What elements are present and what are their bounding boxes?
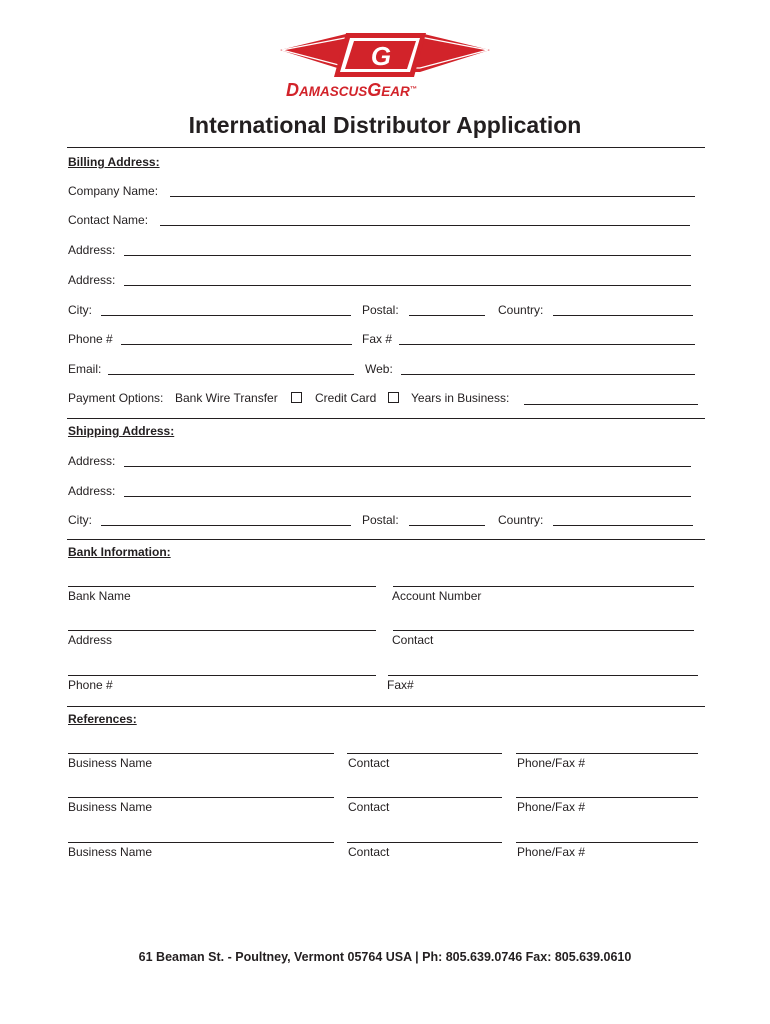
shipping-address-2-label: Address: [68, 484, 116, 498]
reference-3-business-label: Business Name [68, 845, 153, 859]
reference-2-phone-fax-label: Phone/Fax # [517, 800, 586, 814]
reference-1-phone-fax-label: Phone/Fax # [517, 756, 586, 770]
reference-1-phone-fax-field[interactable] [516, 753, 698, 754]
shipping-address-1-field[interactable] [124, 466, 691, 467]
shipping-country-field[interactable] [553, 525, 693, 526]
billing-postal-label: Postal: [362, 303, 399, 317]
shipping-country-label: Country: [498, 513, 544, 527]
billing-postal-field[interactable] [409, 315, 485, 316]
references-heading: References: [68, 712, 137, 726]
company-name-label: Company Name: [68, 184, 159, 198]
billing-address-1-field[interactable] [124, 255, 691, 256]
reference-2-contact-field[interactable] [347, 797, 502, 798]
bank-phone-field[interactable] [68, 675, 376, 676]
reference-2-business-label: Business Name [68, 800, 153, 814]
billing-city-field[interactable] [101, 315, 351, 316]
billing-divider [67, 418, 705, 419]
shipping-postal-field[interactable] [409, 525, 485, 526]
shipping-city-field[interactable] [101, 525, 351, 526]
bank-wire-label: Bank Wire Transfer [175, 391, 278, 405]
years-in-business-label: Years in Business: [411, 391, 510, 405]
bank-contact-field[interactable] [393, 630, 694, 631]
reference-3-contact-field[interactable] [347, 842, 502, 843]
bank-heading: Bank Information: [68, 545, 171, 559]
shipping-postal-label: Postal: [362, 513, 399, 527]
web-label: Web: [365, 362, 393, 376]
reference-2-phone-fax-field[interactable] [516, 797, 698, 798]
contact-name-label: Contact Name: [68, 213, 149, 227]
title-rule [67, 147, 705, 148]
billing-phone-label: Phone # [68, 332, 113, 346]
bank-divider [67, 706, 705, 707]
payment-options-label: Payment Options: [68, 391, 164, 405]
shipping-divider [67, 539, 705, 540]
billing-country-field[interactable] [553, 315, 693, 316]
bank-name-field[interactable] [68, 586, 376, 587]
contact-name-field[interactable] [160, 225, 690, 226]
logo-mark-icon [280, 28, 490, 80]
reference-3-business-field[interactable] [68, 842, 334, 843]
account-number-label: Account Number [392, 589, 482, 603]
shipping-address-2-field[interactable] [124, 496, 691, 497]
reference-1-contact-field[interactable] [347, 753, 502, 754]
billing-address-1-label: Address: [68, 243, 116, 257]
reference-3-phone-fax-field[interactable] [516, 842, 698, 843]
shipping-heading: Shipping Address: [68, 424, 175, 438]
credit-card-label: Credit Card [315, 391, 377, 405]
page-title: International Distributor Application [188, 112, 582, 138]
email-label: Email: [68, 362, 102, 376]
credit-card-checkbox[interactable] [388, 392, 399, 403]
bank-fax-field[interactable] [388, 675, 698, 676]
footer-address: 61 Beaman St. - Poultney, Vermont 05764 USA | Ph: 805.639.0746 Fax: 805.639.0610 [138, 950, 632, 964]
billing-heading: Billing Address: [68, 155, 160, 169]
account-number-field[interactable] [393, 586, 694, 587]
reference-1-contact-label: Contact [348, 756, 390, 770]
reference-1-business-label: Business Name [68, 756, 153, 770]
billing-address-2-label: Address: [68, 273, 116, 287]
logo-mark-letter: G [370, 41, 392, 71]
billing-country-label: Country: [498, 303, 544, 317]
bank-address-field[interactable] [68, 630, 376, 631]
reference-3-phone-fax-label: Phone/Fax # [517, 845, 586, 859]
shipping-address-1-label: Address: [68, 454, 116, 468]
bank-address-label: Address [68, 633, 113, 647]
billing-city-label: City: [68, 303, 92, 317]
bank-wire-checkbox[interactable] [291, 392, 302, 403]
logo-wordmark: DAMASCUSGEAR™ [286, 80, 417, 100]
billing-fax-label: Fax # [362, 332, 393, 346]
shipping-city-label: City: [68, 513, 92, 527]
reference-3-contact-label: Contact [348, 845, 390, 859]
logo [280, 28, 490, 103]
billing-phone-field[interactable] [121, 344, 352, 345]
company-name-field[interactable] [170, 196, 695, 197]
billing-address-2-field[interactable] [124, 285, 691, 286]
reference-2-business-field[interactable] [68, 797, 334, 798]
bank-phone-label: Phone # [68, 678, 113, 692]
bank-fax-label: Fax# [387, 678, 414, 692]
billing-fax-field[interactable] [399, 344, 695, 345]
bank-contact-label: Contact [392, 633, 434, 647]
web-field[interactable] [401, 374, 695, 375]
reference-1-business-field[interactable] [68, 753, 334, 754]
reference-2-contact-label: Contact [348, 800, 390, 814]
email-field[interactable] [108, 374, 354, 375]
years-in-business-field[interactable] [524, 404, 698, 405]
bank-name-label: Bank Name [68, 589, 131, 603]
